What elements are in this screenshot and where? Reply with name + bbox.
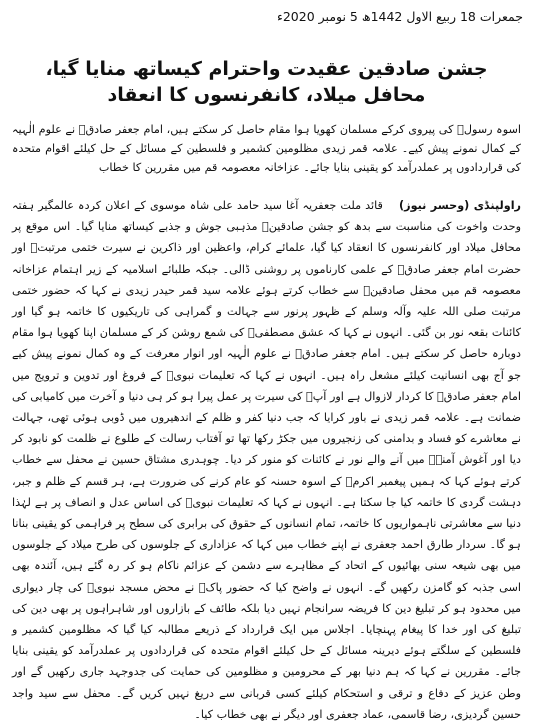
- article-text: قائد ملت جعفریہ آغا سید حامد علی شاہ موسوی کے اعلان کردہ عالمگیر ہفتہ وحدت واخوت کی مناسبت سے بدھ کو جشن صادقینؑ مذہبی جوش و جذبے کیساتھ منایا گیا۔ اس موقع پر محافل میلاد اور کانفرنسوں کا انعقاد کیا گیا، علمائے کرام، واعظین اور ذاکرین نے سیرت ختمی مرتبتؐ اور حضرت امام جعفر صادقؑ کے علمی کارناموں پر روشنی ڈالی۔ جبکہ طلبائے اسلامیہ کے زیر اہتمام عزاخانہ معصومہ قم میں محفل صادقینؑ سے خطاب کرتے ہوئے علامہ سید قمر حیدر زیدی نے کہا کہ حضور ختمی مرتبت صلی اللہ علیہ وآلہ وسلم کے ظہور پرنور سے جہالت و گمراہی کی تاریکیوں کا خاتمہ ہو گیا اور کائنات بقعہ نور بن گئی۔ انہوں نے کہا کہ عشق مصطفیؐ کی شمع روشن کر کے مسلمان اپنا کھویا ہوا مقام دوبارہ حاصل کر سکتے ہیں۔ امام جعفر صادقؑ نے علوم الٰہیہ اور انوار معرفت کے وہ کمال نمونے پیش کیے جو آج بھی انسانیت کیلئے مشعل راہ ہیں۔ انہوں نے کہا کہ تعلیمات نبویؐ کے فروغ اور تدوین و ترویج میں امام جعفر صادقؑ کا کردار لازوال ہے اور آپؑ کی سیرت پر عمل پیرا ہو کر ہی دنیا و آخرت میں کامیابی کی ضمانت ہے۔ علامہ قمر زیدی نے باور کرایا کہ جب دنیا کفر و ظلم کے اندھیروں میں ڈوبی ہوئی تھی، جہالت نے معاشرے کو فساد و بدامنی کی زنجیروں میں جکڑ رکھا تھا تو آفتاب رسالت کے طلوع نے ظلمت کو نابود کر دیا اور آغوش آمنہؑ میں آنے والے نور نے کائنات کو منور کر دیا۔ چوہدری مشتاق حسین نے محفل سے خطاب کرتے ہوئے کہا کہ ہمیں پیغمبر اکرمؐ کے اسوہ حسنہ کو عام کرنے کی ضرورت ہے، ہر قسم کے ظلم و جبر، دہشت گردی کا خاتمہ کیا جا سکتا ہے۔ انہوں نے کہا کہ تعلیمات نبویؐ کی اساس عدل و انصاف پر ہے لہٰذا دنیا سے معاشرتی ناہمواریوں کا خاتمہ، تمام انسانوں کے حقوق کی برابری کی سطح پر فراہمی کو یقینی بنانا ہو گا۔ سردار طارق احمد جعفری نے اپنے خطاب میں کہا کہ عزاداری کے جلوسوں کی طرح میلاد کے جلوسوں میں بھی شیعہ سنی بھائیوں کے اتحاد کے مظاہرے سے دشمن کے عزائم ناکام ہو کر رہ گئے ہیں، آئندہ بھی اسی جذبہ کو گامزن رکھیں گے۔ انہوں نے واضح کیا کہ حضور پاکؐ نے محض مسجد نبویؐ کی چار دیواری میں محدود ہو کر تبلیغ دین کا فریضہ سرانجام نہیں دیا بلکہ طائف کے بازاروں اور شاہراہوں پر بھی دین کی تبلیغ کی اور خدا کا پیغام پہنچایا۔ اجلاس میں ایک قرارداد کے ذریعے مطالبہ کیا گیا کہ مظلومین کشمیر و فلسطین کے سلگتے ہوئے دیرینہ مسائل کے حل کیلئے اقوام متحدہ کی قراردادوں پر عملدرآمد کو یقینی بنایا جائے۔ مقررین نے کہا کہ ہم دنیا بھر کے محرومین و مظلومین کی حمایت کی جدوجہد جاری رکھیں گے اور وطن عزیز کے دفاع و ترقی و استحکام کیلئے کسی قربانی سے دریغ نہیں کریں گے۔ محفل سے سید واجد حسین گردیزی، رضا قاسمی، عماد جعفری اور دیگر نے بھی خطاب کیا۔: [12, 199, 521, 721]
- headline: جشن صادقین عقیدت واحترام کیساتھ منایا گیا، محافل میلاد، کانفرنسوں کا انعقاد: [45, 58, 488, 106]
- article-body: [12, 195, 521, 725]
- summary-paragraph: اسوہ رسولؐ کی پیروی کرکے مسلمان کھویا ہوا مقام حاصل کر سکتے ہیں، امام جعفر صادقؑ نے علوم الٰہیہ کے کمال نمونے پیش کیے۔ علامہ قمر زیدی مظلومین کشمیر و فلسطین کے مسائل کے حل کیلئے اقوام متحدہ کی قراردادوں پر عملدرآمد کو یقینی بنایا جائے۔ عزاخانہ معصومہ قم میں مقررین کا خطاب: [12, 123, 521, 174]
- article-dateline: راولپنڈی (وحسر نیوز): [399, 199, 521, 212]
- issue-date: جمعرات 18 ربیع الاول 1442ھ 5 نومبر 2020ء: [276, 9, 523, 24]
